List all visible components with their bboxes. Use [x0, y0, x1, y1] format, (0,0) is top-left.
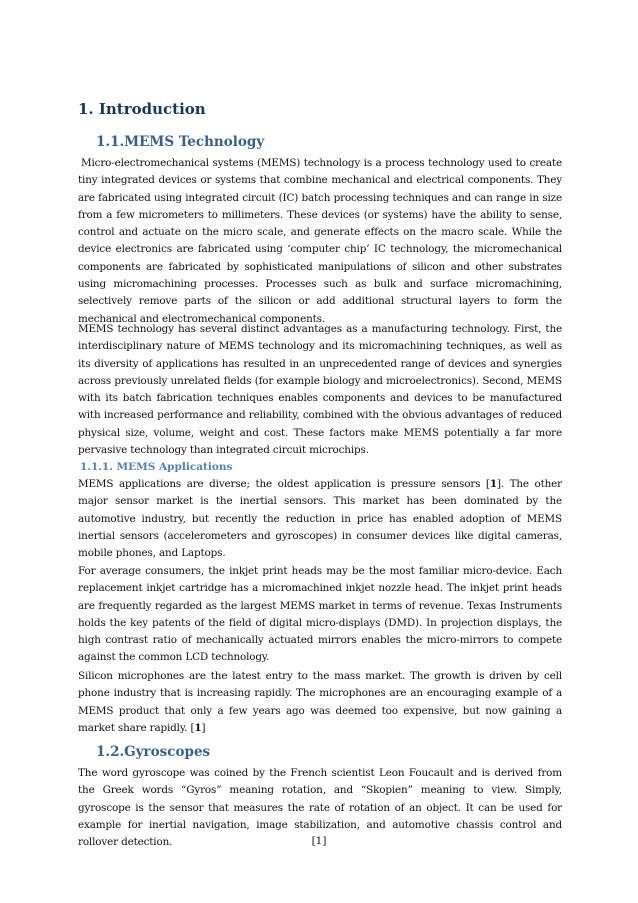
- paragraph-mems-applications: MEMS applications are diverse; the oldest application is pressure sensors [1]. The other major sensor market is the inertial sensors. This market has been dominated by the automotive industry, but recently the reduction in price has enabled adoption of MEMS inertial sensors (accelerometers and gyroscopes) in consumer devices like digital cameras, mobile phones, and Laptops.: [78, 478, 562, 560]
- heading-mems-technology: 1.1.MEMS Technology: [96, 134, 265, 150]
- heading-mems-applications: 1.1.1. MEMS Applications: [80, 461, 233, 473]
- heading-gyroscopes: 1.2.Gyroscopes: [96, 744, 211, 760]
- paragraph-mems-advantages: MEMS technology has several distinct advantages as a manufacturing technology. First, the interdisciplinary nature of MEMS technology and its micromachining techniques, as well as its diversity of applications has resulted in an unprecedented range of devices and synergies across previously unrelated fields (for example biology and microelectronics). Second, MEMS with its batch fabrication techniques enables components and devices to be manufactured with increased performance and reliability, combined with the obvious advantages of reduced physical size, volume, weight and cost. These factors make MEMS potentially a far more pervasive technology than integrated circuit microchips.: [78, 323, 562, 457]
- paragraph-silicon-microphones: Silicon microphones are the latest entry to the mass market. The growth is driven by cell phone industry that is increasing rapidly. The microphones are an encouraging example of a MEMS product that only a few years ago was deemed too expensive, but now gaining a market share rapidly. [1]: [78, 670, 562, 734]
- page-number: [1]: [311, 835, 327, 847]
- paragraph-mems-definition: Micro-electromechanical systems (MEMS) technology is a process technology used to create tiny integrated devices or systems that combine mechanical and electrical components. They are fabricated using integrated circuit (IC) batch processing techniques and can range in size from a few micrometers to millimeters. These devices (or systems) have the ability to sense, control and actuate on the micro scale, and generate effects on the macro scale. While the device electronics are fabricated using ‘computer chip’ IC technology, the micromechanical components are fabricated by sophisticated manipulations of silicon and other substrates using micromachining processes. Processes such as bulk and surface micromachining, selectively remove parts of the silicon or add additional structural layers to form the mechanical and electromechanical components.: [78, 157, 562, 325]
- citation-ref: 1: [489, 478, 497, 490]
- paragraph-gyroscopes: The word gyroscope was coined by the French scientist Leon Foucault and is derived from the Greek words “Gyros” meaning rotation, and “Skopien” meaning to view. Simply, gyroscope is the sensor that measures the rate of rotation of an object. It can be used for example for inertial navigation, image stabilization, and automotive chassis control and rollover detection.: [78, 767, 562, 849]
- citation-ref: 1: [194, 721, 202, 734]
- heading-introduction: 1. Introduction: [78, 100, 206, 118]
- paragraph-inkjet: For average consumers, the inkjet print heads may be the most familiar micro-device. Each replacement inkjet cartridge has a micromachined inkjet nozzle head. The inkjet print heads are frequently regarded as the largest MEMS market in terms of revenue. Texas Instruments holds the key patents of the field of digital micro-displays (DMD). In projection displays, the high contrast ratio of mechanically actuated mirrors enables the micro-mirrors to compete against the common LCD technology.: [78, 565, 562, 664]
